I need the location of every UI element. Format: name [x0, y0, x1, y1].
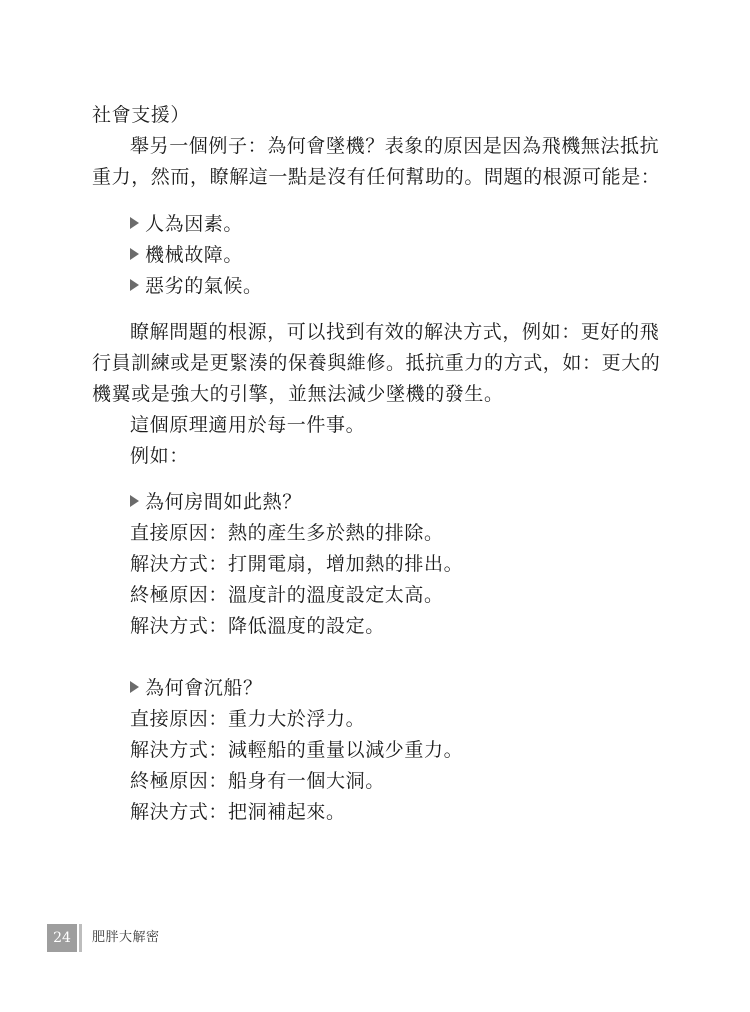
text-line: 機翼或是強大的引擎，並無法減少墜機的發生。: [92, 383, 504, 405]
list-item-label: 人為因素。: [145, 213, 244, 235]
triangle-bullet-icon: [130, 248, 139, 260]
list-item-label: 機械故障。: [145, 244, 244, 266]
text-line: 解決方式：減輕船的重量以減少重力。: [130, 739, 464, 761]
page-number: 24: [47, 924, 77, 952]
text-line: 解決方式：打開電扇，增加熱的排出。: [130, 553, 464, 575]
text-line: 解決方式：降低溫度的設定。: [130, 615, 385, 637]
list-item: [130, 243, 243, 267]
list-item-label: 為何房間如此熱？: [145, 491, 302, 513]
text-line: 例如：: [130, 445, 189, 467]
text-line: 行員訓練或是更緊湊的保養與維修。抵抗重力的方式，如：更大的: [92, 352, 661, 374]
list-item: [130, 676, 263, 700]
text-line: 重力，然而，瞭解這一點是沒有任何幫助的。問題的根源可能是：: [92, 166, 661, 188]
list-item: [130, 212, 243, 236]
list-item-label: 惡劣的氣候。: [145, 275, 263, 297]
text-line: 解決方式：把洞補起來。: [130, 801, 346, 823]
text-line: 舉另一個例子：為何會墜機？表象的原因是因為飛機無法抵抗: [130, 135, 660, 157]
list-item-label: 為何會沉船？: [145, 677, 263, 699]
triangle-bullet-icon: [130, 495, 139, 507]
text-line: 直接原因：熱的產生多於熱的排除。: [130, 522, 444, 544]
text-line: 直接原因：重力大於浮力。: [130, 708, 366, 730]
triangle-bullet-icon: [130, 279, 139, 291]
list-item: [130, 274, 263, 298]
footer-divider: [79, 924, 82, 952]
text-line: 社會支援）: [92, 104, 191, 126]
triangle-bullet-icon: [130, 681, 139, 693]
list-item: [130, 490, 302, 514]
text-line: 這個原理適用於每一件事。: [130, 414, 366, 436]
text-line: 終極原因：溫度計的溫度設定太高。: [130, 584, 444, 606]
book-title: 肥胖大解密: [92, 930, 160, 945]
triangle-bullet-icon: [130, 217, 139, 229]
text-line: 瞭解問題的根源，可以找到有效的解決方式，例如：更好的飛: [130, 321, 660, 343]
text-line: 終極原因：船身有一個大洞。: [130, 770, 385, 792]
